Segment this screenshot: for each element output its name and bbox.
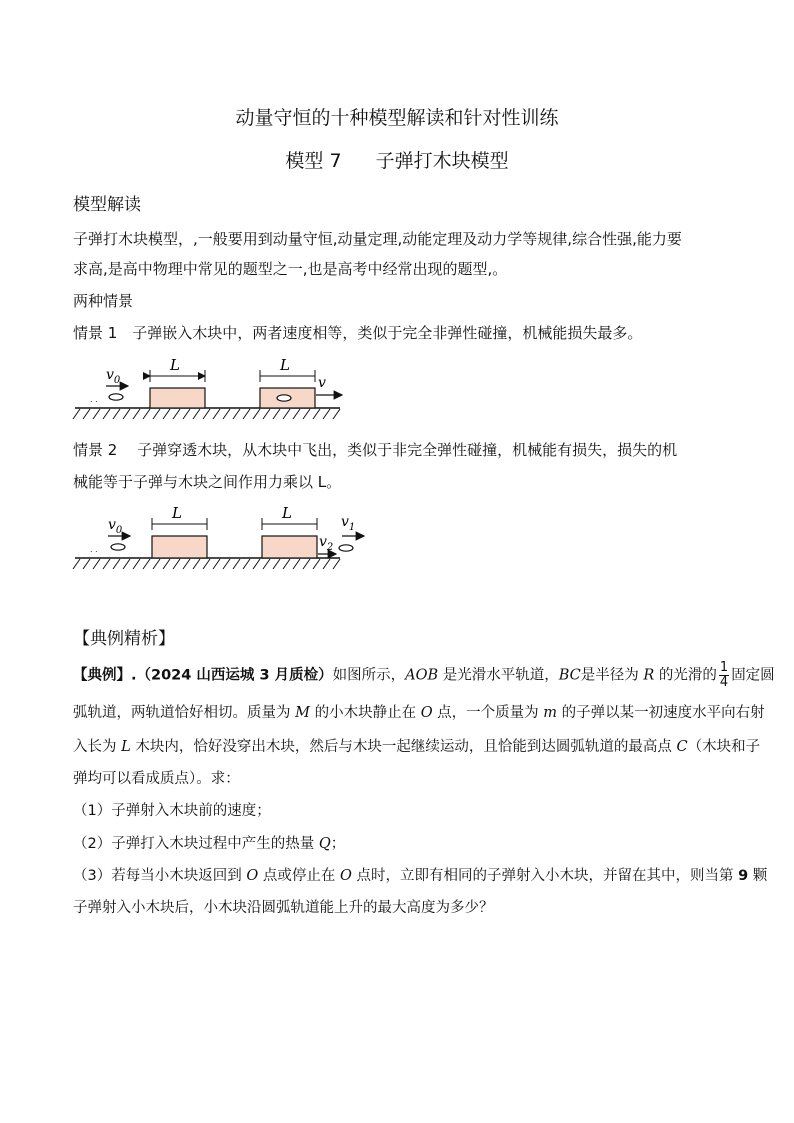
embedded-bullet: [277, 395, 291, 401]
model-name: 子弹打木块模型: [375, 150, 509, 172]
intro-line-2: 求高,是高中物理中常见的题型之一,也是高考中经常出现的题型,。: [73, 260, 508, 278]
example-line-1: 【典例】.（2024 山西运城 3 月质检）如图所示，AOB 是光滑水平轨道，BC是半径为 R 的光滑的 $\frac{1}{4}$ 固定圆: [73, 660, 775, 690]
v-label: v: [318, 375, 326, 391]
example-heading: 【典例精析】: [73, 629, 175, 649]
v2-label: $v_2$: [319, 534, 334, 553]
svg-text:. .: . .: [90, 545, 98, 554]
ground-surface: [73, 558, 340, 569]
example-line-2: 弧轨道，两轨道恰好相切。质量为 M 的小木块静止在 O 点，一个质量为 m 的子弹以某一初速度水平向右射: [73, 705, 765, 721]
length-label-right: L: [282, 504, 292, 522]
fraction-one-quarter: $\frac{1}{4}$: [719, 660, 729, 690]
question-3-line-1: （3）若每当小木块返回到 O 点或停止在 O 点时，立即有相同的子弹射入小木块，并留在其中，则当第 9 颗: [73, 868, 768, 884]
question-2: （2）子弹打入木块过程中产生的热量 Q；: [73, 836, 346, 852]
two-cases-heading: 两种情景: [73, 292, 134, 310]
figure-bullet-passes-through: [70, 502, 370, 574]
case-2-text-line-1: 情景 2 子弹穿透木块，从木块中飞出，类似于非完全弹性碰撞，机械能有损失，损失的机: [73, 441, 678, 459]
wood-block-right: [262, 536, 317, 558]
v1-label: $v_1$: [341, 514, 356, 533]
bullet: [111, 544, 125, 550]
wood-block-left: [152, 536, 207, 558]
svg-text:. .: . .: [90, 395, 98, 404]
bullet: [109, 394, 123, 400]
wood-block-left: [150, 388, 205, 408]
example-line-4: 弹均可以看成质点）。求：: [73, 771, 240, 787]
document-title: 动量守恒的十种模型解读和针对性训练: [235, 107, 559, 129]
case-2-text-line-2: 械能等于子弹与木块之间作用力乘以 L。: [73, 473, 342, 491]
section-heading-model: 模型解读: [73, 195, 141, 215]
case-1-text: 情景 1 子弹嵌入木块中，两者速度相等，类似于完全非弹性碰撞，机械能损失最多。: [73, 324, 643, 342]
exiting-bullet: [339, 545, 353, 551]
v0-label: $v_0$: [106, 367, 121, 386]
model-number: 模型 7: [285, 150, 342, 172]
model-subtitle: [0, 146, 794, 173]
length-label-right: L: [280, 356, 290, 374]
intro-line-1: 子弹打木块模型，,一般要用到动量守恒,动量定理,动能定理及动力学等规律,综合性强,能力要: [73, 230, 682, 248]
example-line-3: 入长为 L 木块内，恰好没穿出木块，然后与木块一起继续运动，且恰能到达圆弧轨道的最高点 C（木块和子: [73, 739, 761, 755]
length-label-left: L: [172, 504, 182, 522]
question-3-line-2: 子弹射入小木块后，小木块沿圆弧轨道能上升的最大高度为多少？: [73, 900, 494, 916]
question-1: （1）子弹射入木块前的速度；: [73, 803, 271, 819]
v0-label: $v_0$: [108, 517, 123, 536]
figure-embedded-bullet: [70, 352, 350, 424]
ground-surface: [73, 408, 340, 419]
length-label-left: L: [170, 356, 180, 374]
